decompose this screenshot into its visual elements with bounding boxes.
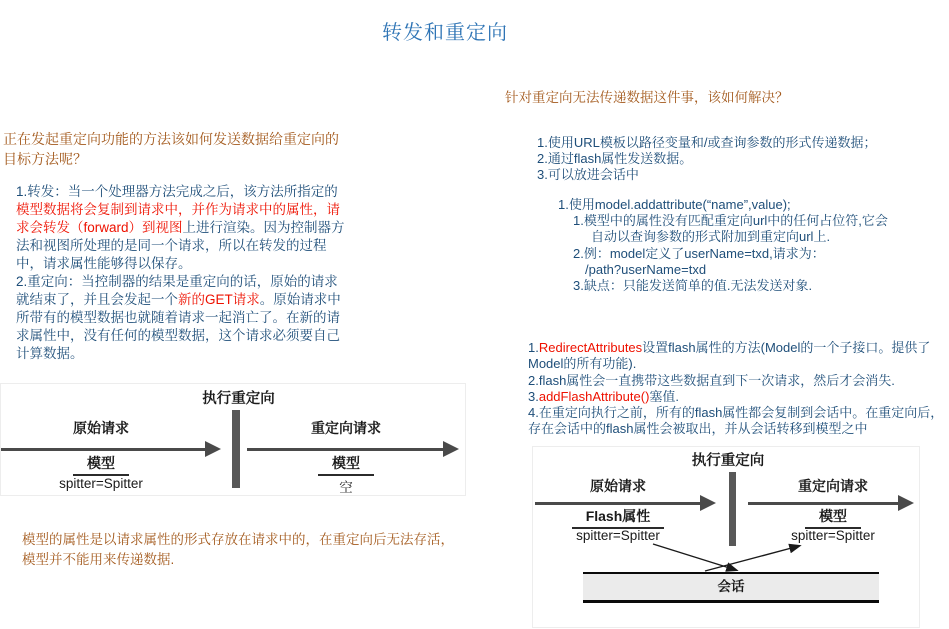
right-question: 针对重定向无法传递数据这件事，该如何解决？ [505, 90, 789, 105]
list-item: 自动以查询参数的形式附加到重定向url上. [591, 229, 831, 245]
redirect-request-arrowhead-icon [443, 441, 459, 457]
flash-attributes-list [528, 340, 949, 438]
redirect-model-diagram [0, 383, 466, 496]
session-to-model-arrow [705, 546, 799, 571]
empty-model-box-title: 模型 [306, 453, 386, 476]
model-box-value: spitter=Spitter [59, 476, 143, 491]
diagram-title: 执行重定向 [691, 453, 765, 469]
left-question: 正在发起重定向功能的方法该如何发送数据给重定向的目标方法呢？ [3, 131, 339, 167]
original-request-arrowhead-icon [205, 441, 221, 457]
list-item: /path?userName=txd [585, 261, 707, 277]
redirect-barrier-bar [729, 472, 736, 546]
original-request-arrowhead-icon [700, 495, 716, 511]
page-title: 转发和重定向 [382, 22, 508, 44]
list-item: 2.例：model定义了userName=txd,请求为： [573, 245, 825, 261]
solution-item: 3.可以放进会话中 [537, 167, 639, 183]
model-box-title: 模型 [788, 506, 878, 529]
redirect-highlight: 新的GET请求 [178, 292, 260, 307]
flash-box-value: spitter=Spitter [576, 528, 660, 543]
redirect-request-arrow [748, 502, 898, 505]
empty-model-box-value: 空 [339, 480, 353, 495]
flash-box-title: Flash属性 [558, 506, 678, 529]
redirect-barrier-bar [232, 410, 240, 488]
session-box: 会话 [583, 572, 879, 603]
forward-paragraph: 1.转发：当一个处理器方法完成之后，该方法所指定的模型数据将会复制到请求中，并作为请求中的属性，请求会转发（forward）到视图上进行渲染。因为控制器方法和视图所处理的是同一个请求，所以在转发的过程中，请求属性能够得以保存。 [16, 184, 345, 271]
original-request-arrow [535, 502, 700, 505]
flash-session-diagram [532, 446, 920, 628]
url-template-detail-list [558, 197, 948, 294]
redirect-request-arrow [247, 448, 443, 451]
flash-item: 4.在重定向执行之前，所有的flash属性都会复制到会话中。在重定向后，存在会话中的flash属性会被取出，并从会话转移到模型之中 [528, 405, 944, 437]
diagram-title: 执行重定向 [202, 391, 275, 407]
flash-to-session-arrow [653, 544, 736, 570]
redirect-request-label: 重定向请求 [798, 478, 868, 494]
model-box-title: 模型 [61, 453, 141, 476]
list-item: 3.缺点：只能发送简单的值.无法发送对象. [573, 278, 813, 294]
model-attribute-note: 模型的属性是以请求属性的形式存放在请求中的，在重定向后无法存活，模型并不能用来传递数据. [22, 532, 454, 567]
original-request-label: 原始请求 [590, 478, 646, 494]
add-flash-attribute-highlight: addFlashAttribute() [538, 388, 650, 404]
redirect-request-label: 重定向请求 [311, 420, 381, 436]
flash-item: 1.RedirectAttributes设置flash属性的方法(Model的一个子接口。提供了Model的所有功能). [528, 340, 931, 372]
original-request-arrow [1, 448, 205, 451]
redirect-attributes-highlight: RedirectAttributes [538, 340, 643, 355]
redirect-paragraph: 2.重定向：当控制器的结果是重定向的话，原始的请求就结束了，并且会发起一个新的GET请求。原始请求中所带有的模型数据也就随着请求一起消亡了。在新的请求属性中，没有任何的模型数据，这个请求必须要自己计算数据。 [16, 274, 341, 361]
original-request-label: 原始请求 [73, 420, 129, 436]
flash-item: 2.flash属性会一直携带这些数据直到下一次请求，然后才会消失. [528, 372, 895, 388]
list-item: 1.模型中的属性没有匹配重定向url中的任何占位符,它会 [573, 213, 888, 229]
solution-item: 2.通过flash属性发送数据。 [537, 151, 693, 167]
forward-highlight: 模型数据将会复制到请求中，并作为请求中的属性，请求会转发（forward）到视图 [16, 202, 340, 235]
redirect-request-arrowhead-icon [898, 495, 914, 511]
model-box-value: spitter=Spitter [791, 528, 875, 543]
flash-item: 3.addFlashAttribute()塞值. [528, 388, 680, 404]
solution-item: 1.使用URL模板以路径变量和/或查询参数的形式传递数据； [537, 135, 877, 150]
solutions-list [537, 135, 937, 184]
list-item: 1.使用model.addattribute(“name”,value); [558, 197, 791, 212]
forward-redirect-explanation [16, 183, 346, 363]
